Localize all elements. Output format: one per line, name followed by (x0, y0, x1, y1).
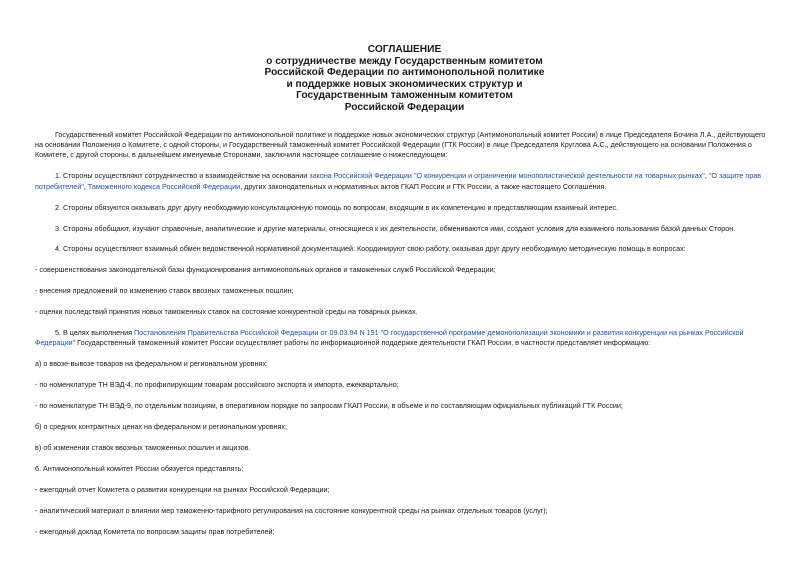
paragraph-line (35, 338, 774, 348)
paragraph-line (35, 171, 774, 181)
paragraph-6 (35, 464, 774, 474)
paragraph-line: а) о ввозе-вывозе товаров на федеральном и региональном уровнях: (35, 359, 269, 369)
title-line: Российской Федерации (344, 101, 465, 113)
paragraph-text: 5. В целях выполнения (55, 328, 135, 338)
title-line: и поддержке новых экономических структур и (286, 78, 523, 90)
title-line: Государственным таможенным комитетом (296, 90, 513, 102)
paragraph-line: - по номенклатуре ТН ВЭД-9, по отдельным позициям, в оперативном порядке по запросам ГКАП России, в объеме и по составляющим официальных публикаций ГТК России; (35, 401, 623, 411)
paragraph-1 (35, 171, 774, 192)
title-line: Российской Федерации по антимонопольной политике (264, 67, 545, 79)
paragraph-4 (35, 244, 774, 254)
list-item (35, 443, 774, 453)
paragraph-line: 2. Стороны обязуются оказывать друг другу необходимую консультационную помощь по вопросам, входящим в их компетенцию и представляющим взаимный интерес. (55, 202, 619, 212)
paragraph-text: , (704, 171, 709, 181)
paragraph-line (35, 328, 774, 338)
list-item (35, 265, 774, 275)
paragraph-text: , (83, 181, 88, 191)
paragraph-text: 1. Стороны осуществляют сотрудничество и взаимодействие на основании (55, 171, 310, 181)
list-item (35, 359, 774, 369)
paragraph-text: Государственный таможенный комитет России осуществляет работы по информационной поддержке деятельности ГКАП России, в частности представляет информацию: (75, 338, 651, 348)
paragraph-line (35, 182, 774, 192)
list-item (35, 307, 774, 317)
title-line: о сотрудничестве между Государственным комитетом (266, 55, 543, 67)
paragraph-line: - ежегодный доклад Комитета по вопросам защиты прав потребителей; (35, 526, 275, 536)
list-item (35, 527, 774, 537)
list-item (35, 286, 774, 296)
title-line: СОГЛАШЕНИЕ (367, 44, 442, 55)
paragraph-line: - совершенствования законодательной базы функционирования антимонопольных органов и таможенных служб Российской Федерации; (35, 265, 496, 275)
paragraph-line: Государственный комитет Российской Федерации по антимонопольной политике и поддержке новых экономических структур (Антимонопольный комитет России) в лице Председателя Бочина Л.А., действующего (55, 129, 766, 139)
law-consumer-rights-link[interactable]: "О защите прав (708, 171, 762, 181)
paragraph-text: , других законодательных и нормативных актов ГКАП России и ГТК России, а также настоящего Соглашения. (240, 181, 607, 191)
paragraph-line: - внесения предложений по изменению ставок ввозных таможенных пошлин; (35, 286, 294, 296)
paragraph-line: Комитете, с другой стороны, в дальнейшем именуемые Сторонами, заключили настоящее соглашение о нижеследующем: (35, 150, 448, 160)
paragraph-2 (35, 203, 774, 213)
law-consumer-rights-link[interactable]: потребителей" (35, 181, 84, 191)
paragraph-line: в) об изменении ставок ввозных таможенных пошлин и акцизов. (35, 442, 251, 452)
paragraph-line: - по номенклатуре ТН ВЭД-4, по профилирующим товарам российского экспорта и импорта, ежеквартально; (35, 380, 399, 390)
paragraph-line: - ежегодный отчет Комитета о развитии конкуренции на рынках Российской Федерации; (35, 484, 330, 494)
paragraph-line: 4. Стороны осуществляют взаимный обмен ведомственной нормативной документацией. Координируют свою работу, оказывая друг другу необходимую методическую помощь в вопросах: (55, 244, 686, 254)
paragraph-line: на основании Положения о Комитете, с одной стороны, и Государственный таможенный комитет Российской Федерации (ГТК России) в лице Председателя Круглова А.С., действующего на основании Положения о (35, 139, 752, 149)
paragraph-line: 3. Стороны обобщают, изучают справочные, аналитические и другие материалы, относящиеся к их деятельности, обмениваются ими, создают условия для взаимного пользования базой данных Сторон. (55, 223, 736, 233)
list-item (35, 506, 774, 516)
paragraph-line: - оценки последствий принятия новых таможенных ставок на состояние конкурентной среды на товарных рынках. (35, 307, 418, 317)
customs-code-link[interactable]: Таможенного кодекса Российской Федерации (87, 181, 241, 191)
government-resolution-link[interactable]: Федерации" (35, 338, 76, 348)
paragraph-5 (35, 328, 774, 349)
paragraph-line: б) о средних контрактных ценах на федеральном и региональном уровнях; (35, 422, 287, 432)
list-item (35, 380, 774, 390)
list-item (35, 401, 774, 411)
law-competition-link[interactable]: закона Российской Федерации "О конкуренции и ограничении монополистической деятельности на товарных рынках" (309, 171, 705, 181)
government-resolution-link[interactable]: Постановления Правительства Российской Федерации от 09.03.94 N 191 "О государственной программе демонополизации экономики и развития конкуренции на рынках Российской (134, 328, 744, 338)
document-title (35, 44, 774, 114)
paragraph-3 (35, 224, 774, 234)
preamble-paragraph (35, 130, 774, 161)
list-item (35, 422, 774, 432)
paragraph-line: 6. Антимонопольный комитет России обязуется представлять: (35, 463, 244, 473)
paragraph-line: - аналитический материал о влиянии мер таможенно-тарифного регулирования на состояние конкурентной среды на рынках отдельных товаров (услуг); (35, 505, 548, 515)
list-item (35, 485, 774, 495)
